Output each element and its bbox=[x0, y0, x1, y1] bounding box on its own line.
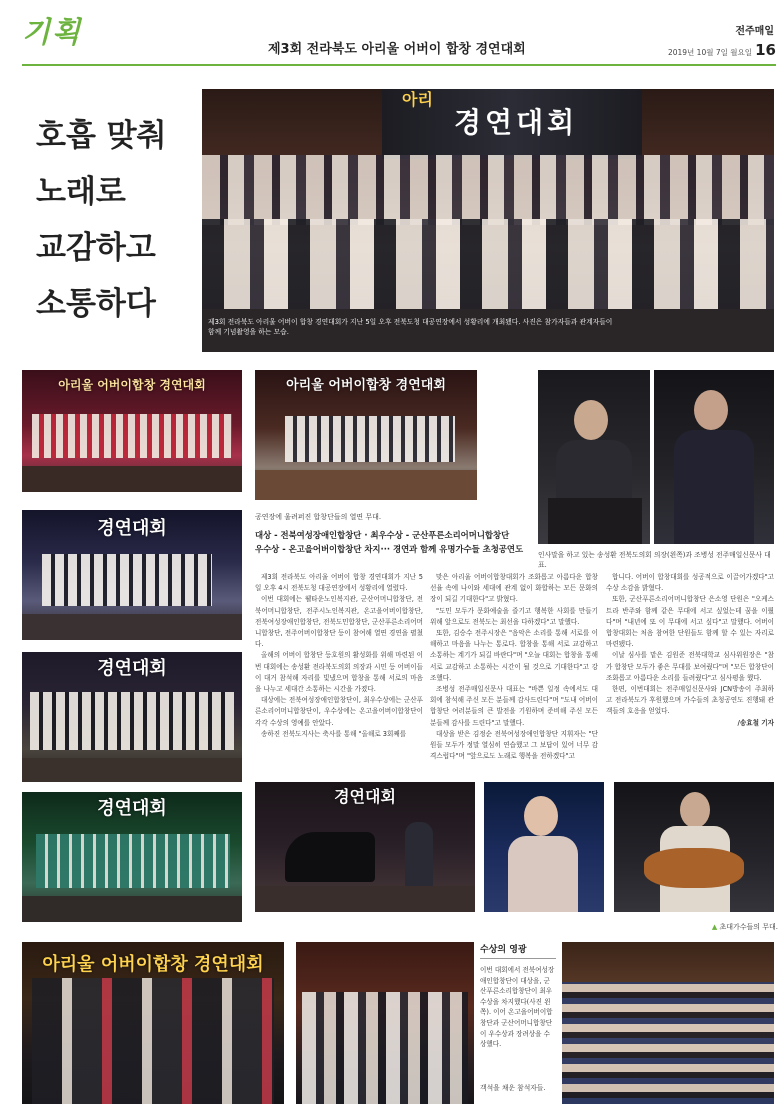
award-subhead: 대상 - 전북여성장애인합창단 · 최우수상 - 군산푸른소리어머니합창단 우수상 - 온고을어버이합창단 차지··· 경연과 함께 유명가수들 초청공연도 bbox=[255, 530, 524, 554]
singer-photo-banner: 경연대회 bbox=[334, 787, 396, 806]
award-label-grand: 대상 bbox=[255, 530, 272, 540]
bottom-photo-2 bbox=[296, 942, 474, 1104]
award-sep: · bbox=[364, 530, 368, 540]
award-group bbox=[32, 978, 274, 1104]
headline-line-4: 소통하다 bbox=[36, 286, 156, 322]
left-photo-3 bbox=[22, 510, 242, 640]
publisher-name: 전주매일 bbox=[735, 26, 774, 37]
singer-photo-3 bbox=[614, 782, 774, 912]
stage-floor bbox=[22, 614, 242, 640]
left-photos-caption: 공연장에 울려퍼진 합창단들의 열띤 무대. bbox=[255, 513, 382, 521]
left-photo-4 bbox=[22, 652, 242, 782]
page-number: 16 bbox=[755, 41, 776, 59]
singer-photo-1 bbox=[255, 782, 475, 912]
crowd-back-row bbox=[202, 155, 774, 225]
speaker-head bbox=[694, 390, 728, 430]
audience-caption: 객석을 채운 참석자들. bbox=[480, 1084, 546, 1092]
arrow-up-icon: ▲ bbox=[711, 923, 718, 931]
article-para: 제3회 전라북도 아리울 어버이 합창 경연대회가 지난 5일 오후 4시 전북도청 대공연장에서 성황리에 열렸다. bbox=[255, 573, 423, 593]
left-photo-5-banner: 경연대회 bbox=[97, 798, 167, 819]
crowd-front-row bbox=[202, 219, 774, 319]
article-para: 맞은 아리울 어버이합창대회가 조화롭고 아름다운 합창선율 속에 나이와 세대에 관계 없이 화합하는 모든 문화의 장이 되길 기대한다"고 밝혔다. bbox=[430, 573, 598, 604]
article-para: 이번 대회에는 웰타운노인복지관, 군산어머니합창단, 전북어머니합창단, 전주시노인복지관, 온고을어버이합창단, 전북여성장애인합창단, 전북도민합창단, 군산푸른소리어머니합창단, 전주어버이합창단 등이 참여해 열띤 경연을 펼쳤다. bbox=[255, 595, 423, 649]
singer-head bbox=[524, 796, 558, 836]
stage-floor bbox=[22, 466, 242, 492]
article-para: 대상을 받은 김정순 전북여성장애인합창단 지휘자는 "단원들 모두가 정말 열심히 연습했고 그 보답이 있어 너무 감격스럽다"며 "앞으로도 노래로 행복을 전하겠다"고 bbox=[430, 729, 598, 761]
singer-photo-2 bbox=[484, 782, 604, 912]
headline-line-2: 노래로 bbox=[36, 174, 126, 210]
article-para: 합니다. 어버이 합창대회를 성공적으로 이끌어가겠다"고 수상 소감을 밝혔다. bbox=[606, 573, 774, 593]
main-photo-caption: 제3회 전라북도 아리울 어버이 합창 경연대회가 지난 5일 오후 전북도청 대공연장에서 성황리에 개최됐다. 사진은 참가자들과 관계자들이 함께 기념촬영을 하는 모습. bbox=[208, 318, 613, 336]
headline bbox=[36, 108, 196, 332]
article-para: 송하진 전북도지사는 축사를 통해 "올해로 3회째를 bbox=[261, 729, 407, 738]
article-col-2 bbox=[430, 572, 598, 762]
singer-dress bbox=[508, 836, 578, 912]
award-label-excellence: 최우수상 bbox=[370, 530, 403, 540]
article-para: 대상에는 전북여성장애인합창단이, 최우수상에는 군산푸른소리어머니합창단이, 우수상에는 온고을어버이합창단이 각각 수상의 영예를 안았다. bbox=[255, 696, 423, 727]
stage-floor bbox=[255, 886, 475, 912]
left-photo-2 bbox=[255, 370, 477, 500]
left-photo-1 bbox=[22, 370, 242, 492]
podium bbox=[548, 498, 642, 544]
article-para: 올해의 어버이 합창단 등호원의 활성화를 위해 마련된 이번 대회에는 송성환 전라북도의회 의장과 시민 등 어버이들이 대거 참석해 자리를 빛냈으며 합창을 통해 서로의 마음을 나누고 세대간 소통하는 시간을 가졌다. bbox=[255, 651, 423, 694]
stage-floor bbox=[22, 758, 242, 782]
award-text-grand: 전북여성장애인합창단 bbox=[280, 530, 362, 540]
guest-singers-caption-text: 초대가수들의 무대. bbox=[719, 923, 778, 931]
piano bbox=[285, 832, 375, 882]
stage-floor bbox=[255, 470, 477, 500]
bottom-photo-1 bbox=[22, 942, 284, 1104]
choir-row bbox=[32, 414, 232, 458]
choir-row bbox=[36, 834, 230, 888]
bottom-photo-1-banner: 아리울 어버이합창 경연대회 bbox=[42, 954, 264, 975]
audience-photo bbox=[562, 942, 774, 1104]
award-tail: ··· 경연과 함께 유명가수들 초청공연도 bbox=[380, 544, 524, 554]
choir-row bbox=[30, 692, 234, 750]
speaker-caption: 인사말을 하고 있는 송성환 전북도의회 의장(왼쪽)과 조병성 전주매일신문사 대표. bbox=[538, 551, 771, 569]
guest-singers-caption bbox=[684, 922, 778, 932]
award-label-merit: 우수상 bbox=[255, 544, 280, 554]
award-text-excellence: 군산푸른소리어머니합창단 bbox=[412, 530, 510, 540]
audience-seats bbox=[562, 982, 774, 1104]
award-text-merit: 온고을어버이합창단 차지 bbox=[288, 544, 381, 554]
award-box bbox=[480, 942, 556, 1104]
article-para: 또한, 김승수 전주시장은 "음악은 소리를 통해 서로를 이해하고 마음을 나누는 통로다. 합창을 통해 서로 교감하고 소통하는 계기가 되길 바란다"며 "오늘 대회는 합창을 통해 서로 교감하고 소통하는 시간이 될 것으로 기대한다"고 강조했다. bbox=[430, 629, 598, 682]
article-col-1 bbox=[255, 572, 423, 740]
byline: /송효철 기자 bbox=[737, 718, 774, 727]
article-para: "도민 모두가 문화예술을 즐기고 행복한 사회를 만들기 위해 앞으로도 전북도는 최선을 다하겠다"고 말했다. bbox=[430, 606, 598, 626]
left-photo-1-banner: 아리울 어버이합창 경연대회 bbox=[58, 378, 206, 392]
guitarist-head bbox=[680, 792, 710, 828]
section-logo: 기획 bbox=[22, 15, 83, 49]
article-para: 조병성 전주매일신문사 대표는 "바쁜 일정 속에서도 대회에 참석해 주신 모든 분들께 감사드린다"며 "도내 어버이 합창단 여러분들의 큰 발전을 기원하며 준비해 주신 모든 분들께 감사를 드린다"고 말했다. bbox=[430, 685, 598, 727]
main-group-photo bbox=[202, 89, 774, 352]
speaker-suit bbox=[674, 430, 754, 544]
guitar bbox=[644, 848, 744, 888]
page-title: 제3회 전라북도 아리울 어버이 합창 경연대회 bbox=[268, 42, 526, 57]
speaker-head bbox=[574, 400, 608, 440]
header-rule bbox=[22, 64, 776, 66]
banner-text: 경연대회 bbox=[454, 106, 579, 139]
award-box-text: 이번 대회에서 전북여성장애인합창단이 대상을, 군산푸른소리합창단이 최우수상을 차지했다(사진 왼쪽). 이어 온고을어버이합창단과 군산어머니합창단이 우수상과 장려상을 수상했다. bbox=[480, 966, 555, 1049]
choir-row bbox=[285, 416, 455, 462]
left-photo-4-banner: 경연대회 bbox=[97, 658, 167, 679]
left-photo-5 bbox=[22, 792, 242, 922]
article-para: 한편, 이번대회는 전주매일신문사와 JCN방송이 주최하고 전라북도가 후원했으며 가수들의 초청공연도 진행돼 관객들의 호응을 얻었다. bbox=[606, 685, 774, 716]
stage-floor bbox=[22, 896, 242, 922]
award-group bbox=[302, 992, 468, 1104]
article-para: 이날 심사를 맡은 김원준 전북대학교 심사위원장은 "참가 합창단 모두가 좋은 무대를 보여줬다"며 "모든 합창단이 조화롭고 아름다운 소리를 들려줬다"고 심사평을 했다. bbox=[606, 651, 774, 682]
left-photo-2-banner: 아리울 어버이합창 경연대회 bbox=[286, 378, 446, 393]
article-col-3 bbox=[606, 572, 774, 729]
award-box-title: 수상의 영광 bbox=[480, 942, 556, 959]
issue-date: 2019년 10월 7일 월요일 bbox=[667, 48, 752, 57]
headline-line-3: 교감하고 bbox=[36, 230, 156, 266]
banner-partial-text: 아리 bbox=[402, 90, 433, 109]
left-photo-3-banner: 경연대회 bbox=[97, 518, 167, 539]
article-para: 또한, 군산푸른소리어머니합창단 은소영 단원은 "오케스트라 반주와 함께 같은 무대에 서고 싶었는데 꿈을 이뤘다"며 "내년에 또 이 무대에 서고 싶다"고 말했다. 어버이합창대회는 처음 참여한 단원들도 함께 할 수 있는 자리로 마련됐다. bbox=[606, 595, 774, 649]
choir-row bbox=[42, 554, 212, 606]
speaker-photo-2 bbox=[654, 370, 774, 544]
headline-line-1: 호흡 맞춰 bbox=[36, 118, 167, 154]
speaker-photo-1 bbox=[538, 370, 650, 544]
